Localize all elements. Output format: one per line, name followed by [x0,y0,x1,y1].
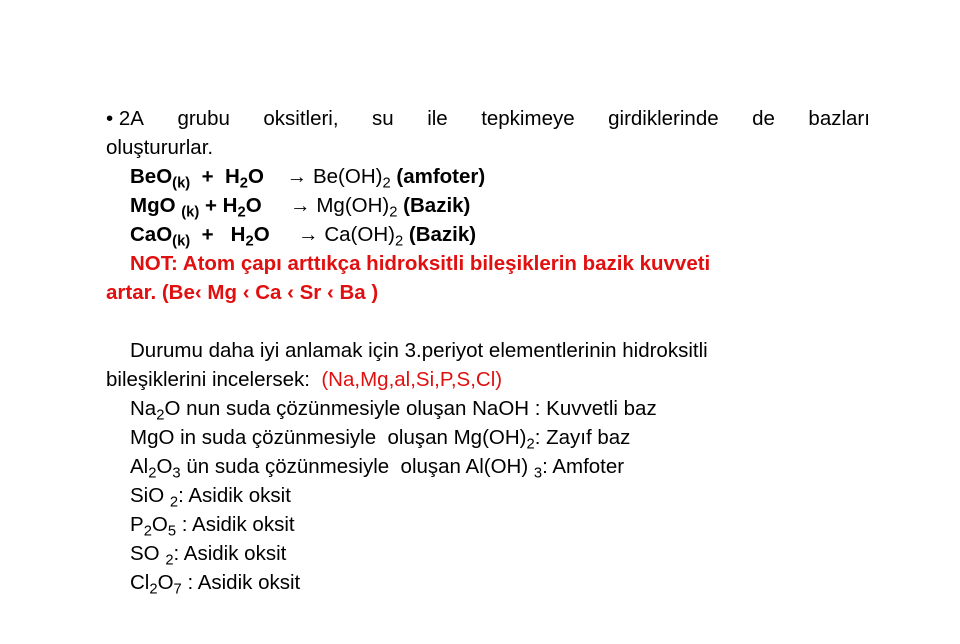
oxide-subscript: 2 [156,407,165,424]
oxide-subscript: 2 [526,436,535,453]
oxide-line [106,568,870,597]
bullet-line [106,104,870,133]
oxide-subscript: 3 [172,465,181,482]
arrow: → [290,194,311,217]
oxide-subscript: 2 [148,465,157,482]
oxide-line [106,539,870,568]
arrow: → [286,165,308,188]
oxide-text: Na [130,397,157,420]
oxide-text: Al [130,455,149,478]
period-intro-line-2 [106,365,870,394]
oxide-text: Cl [130,571,150,594]
reaction-cao [106,220,870,249]
plus-sign: + [204,194,217,217]
bullet-word: girdiklerinde [608,107,719,130]
bullet-word: de [752,107,775,130]
bullet-continuation: oluştururlar. [106,136,214,159]
product: $Mg(OH)_2$ [316,194,398,221]
water: $H_2O$ [230,223,270,250]
plus-sign: + [201,223,214,246]
reaction-label: (amfoter) [396,165,486,188]
oxide-subscript: 3 [533,465,543,482]
oxide-subscript: 2 [149,581,158,598]
water: $H_2O$ [224,165,264,192]
oxide-line [106,452,870,481]
plus-sign: + [201,165,214,188]
note-line-1: NOT: Atom çapı arttıkça hidroksitli bileşiklerin bazik kuvveti [130,252,711,275]
oxide-subscript: 2 [169,494,179,511]
oxide-line [106,481,870,510]
bullet-word: ile [427,107,448,130]
product: $Ca(OH)_2$ [324,223,404,250]
product: $Be(OH)_2$ [312,165,391,192]
reactant: MgO $_{(k)}$ [130,194,200,221]
bullet-word: oksitleri, [263,107,339,130]
oxide-subscript: 5 [167,523,177,540]
bullet-word: tepkimeye [481,107,575,130]
oxide-text: : Asidik oksit [178,484,291,507]
oxide-line [106,394,870,423]
bullet-word: su [372,107,394,130]
bullet-first-word [106,104,144,133]
oxide-text: : Asidik oksit [176,513,295,536]
oxide-subscript: 7 [173,581,182,598]
period-intro-text: bileşiklerini incelersek: [106,368,310,391]
oxide-text: ün suda çözünmesiyle oluşan Al(OH) [180,455,534,478]
bullet-word: 2A [118,107,144,130]
oxide-subscript: 2 [165,552,174,569]
period-intro-line-1: Durumu daha iyi anlamak için 3.periyot elementlerinin hidroksitli [130,339,708,362]
oxide-text: SO [130,542,166,565]
reaction-label: (Bazik) [408,223,477,246]
oxide-text: SiO [130,484,170,507]
bullet-word: bazları [808,107,870,130]
reaction-beo [106,162,870,191]
oxide-text: : Asidik oksit [173,542,287,565]
arrow: → [298,223,319,246]
oxide-text: O [156,455,173,478]
oxide-text: MgO in suda çözünmesiyle oluşan Mg(OH) [130,426,527,449]
oxide-text: O [151,513,168,536]
oxide-text: : Zayıf baz [534,426,631,449]
bullet-word: grubu [177,107,230,130]
note-line-2: artar. (Be‹ Mg ‹ Ca ‹ Sr ‹ Ba ) [106,281,379,304]
bullet-marker: • [106,107,114,130]
water: $H_2O$ [222,194,262,221]
oxide-text: : Asidik oksit [181,571,301,594]
period-elements: (Na,Mg,al,Si,P,S,Cl) [321,368,503,391]
oxide-text: O nun suda çözünmesiyle oluşan NaOH : Kuvvetli baz [164,397,657,420]
oxide-text: O [157,571,174,594]
oxide-line [106,510,870,539]
oxide-line [106,423,870,452]
oxide-subscript: 2 [143,523,152,540]
oxide-text: : Amfoter [542,455,625,478]
slide-content [106,104,870,597]
spacer [106,307,870,336]
reaction-mgo [106,191,870,220]
reaction-label: (Bazik) [403,194,471,217]
oxide-list [106,394,870,597]
reactant: CaO$_{(k)}$ [130,223,191,250]
oxide-text: P [130,513,144,536]
reactant: BeO$_{(k)}$ [130,165,191,192]
